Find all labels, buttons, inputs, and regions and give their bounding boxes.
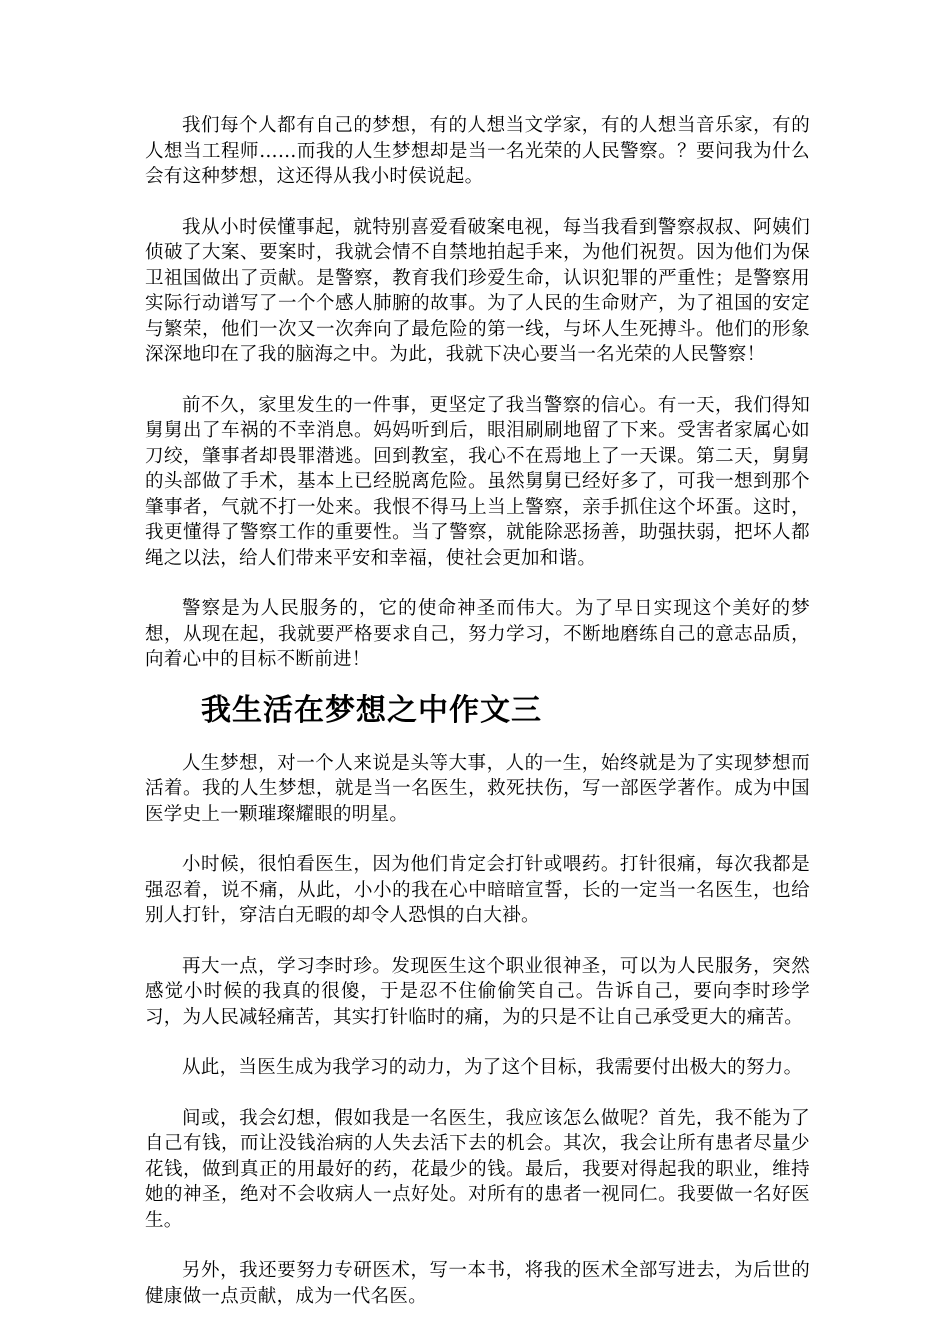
- paragraph: 前不久，家里发生的一件事，更坚定了我当警察的信心。有一天，我们得知舅舅出了车祸的不幸消息。妈妈听到后，眼泪刷刷地留了下来。受害者家属心如刀绞，肇事者却畏罪潜逃。回到教室，我心不在焉地上了一天课。第二天，舅舅的头部做了手术，基本上已经脱离危险。虽然舅舅已经好多了，可我一想到那个肇事者，气就不打一处来。我恨不得马上当上警察，亲手抓住这个坏蛋。这时，我更懂得了警察工作的重要性。当了警察，就能除恶扬善，助强扶弱，把坏人都绳之以法，给人们带来平安和幸福，使社会更加和谐。: [145, 394, 810, 569]
- section-heading: 我生活在梦想之中作文三: [201, 692, 542, 728]
- paragraph: 另外，我还要努力专研医术，写一本书，将我的医术全部写进去，为后世的健康做一点贡献，成为一代名医。: [145, 1260, 810, 1307]
- paragraph: 从此，当医生成为我学习的动力，为了这个目标，我需要付出极大的努力。: [182, 1057, 803, 1078]
- paragraph: 间或，我会幻想，假如我是一名医生，我应该怎么做呢？首先，我不能为了自己有钱，而让没钱治病的人失去活下去的机会。其次，我会让所有患者尽量少花钱，做到真正的用最好的药，花最少的钱。最后，我要对得起我的职业，维持她的神圣，绝对不会收病人一点好处。对所有的患者一视同仁。我要做一名好医生。: [145, 1107, 810, 1231]
- paragraph: 警察是为人民服务的，它的使命神圣而伟大。为了早日实现这个美好的梦想，从现在起，我就要严格要求自己，努力学习，不断地磨练自己的意志品质，向着心中的目标不断前进！: [145, 598, 810, 670]
- paragraph: 我从小时侯懂事起，就特别喜爱看破案电视，每当我看到警察叔叔、阿姨们侦破了大案、要案时，我就会情不自禁地拍起手来，为他们祝贺。因为他们为保卫祖国做出了贡献。是警察，教育我们珍爱生命，认识犯罪的严重性；是警察用实际行动谱写了一个个感人肺腑的故事。为了人民的生命财产，为了祖国的安定与繁荣，他们一次又一次奔向了最危险的第一线，与坏人生死搏斗。他们的形象深深地印在了我的脑海之中。为此，我就下决心要当一名光荣的人民警察！: [145, 216, 810, 365]
- paragraph: 人生梦想，对一个人来说是头等大事，人的一生，始终就是为了实现梦想而活着。我的人生梦想，就是当一名医生，救死扶伤，写一部医学著作。成为中国医学史上一颗璀璨耀眼的明星。: [145, 752, 810, 825]
- paragraph: 小时候，很怕看医生，因为他们肯定会打针或喂药。打针很痛，每次我都是强忍着，说不痛，从此，小小的我在心中暗暗宣誓，长的一定当一名医生，也给别人打针，穿洁白无暇的却令人恐惧的白大褂。: [145, 854, 810, 926]
- document-page: [145, 113, 810, 1309]
- paragraph: 再大一点，学习李时珍。发现医生这个职业很神圣，可以为人民服务，突然感觉小时候的我真的很傻，于是忍不住偷偷笑自己。告诉自己，要向李时珍学习，为人民减轻痛苦，其实打针临时的痛，为的只是不让自己承受更大的痛苦。: [145, 955, 810, 1028]
- paragraph: 我们每个人都有自己的梦想，有的人想当文学家，有的人想当音乐家，有的人想当工程师……而我的人生梦想却是当一名光荣的人民警察。？要问我为什么会有这种梦想，这还得从我小时侯说起。: [145, 115, 810, 187]
